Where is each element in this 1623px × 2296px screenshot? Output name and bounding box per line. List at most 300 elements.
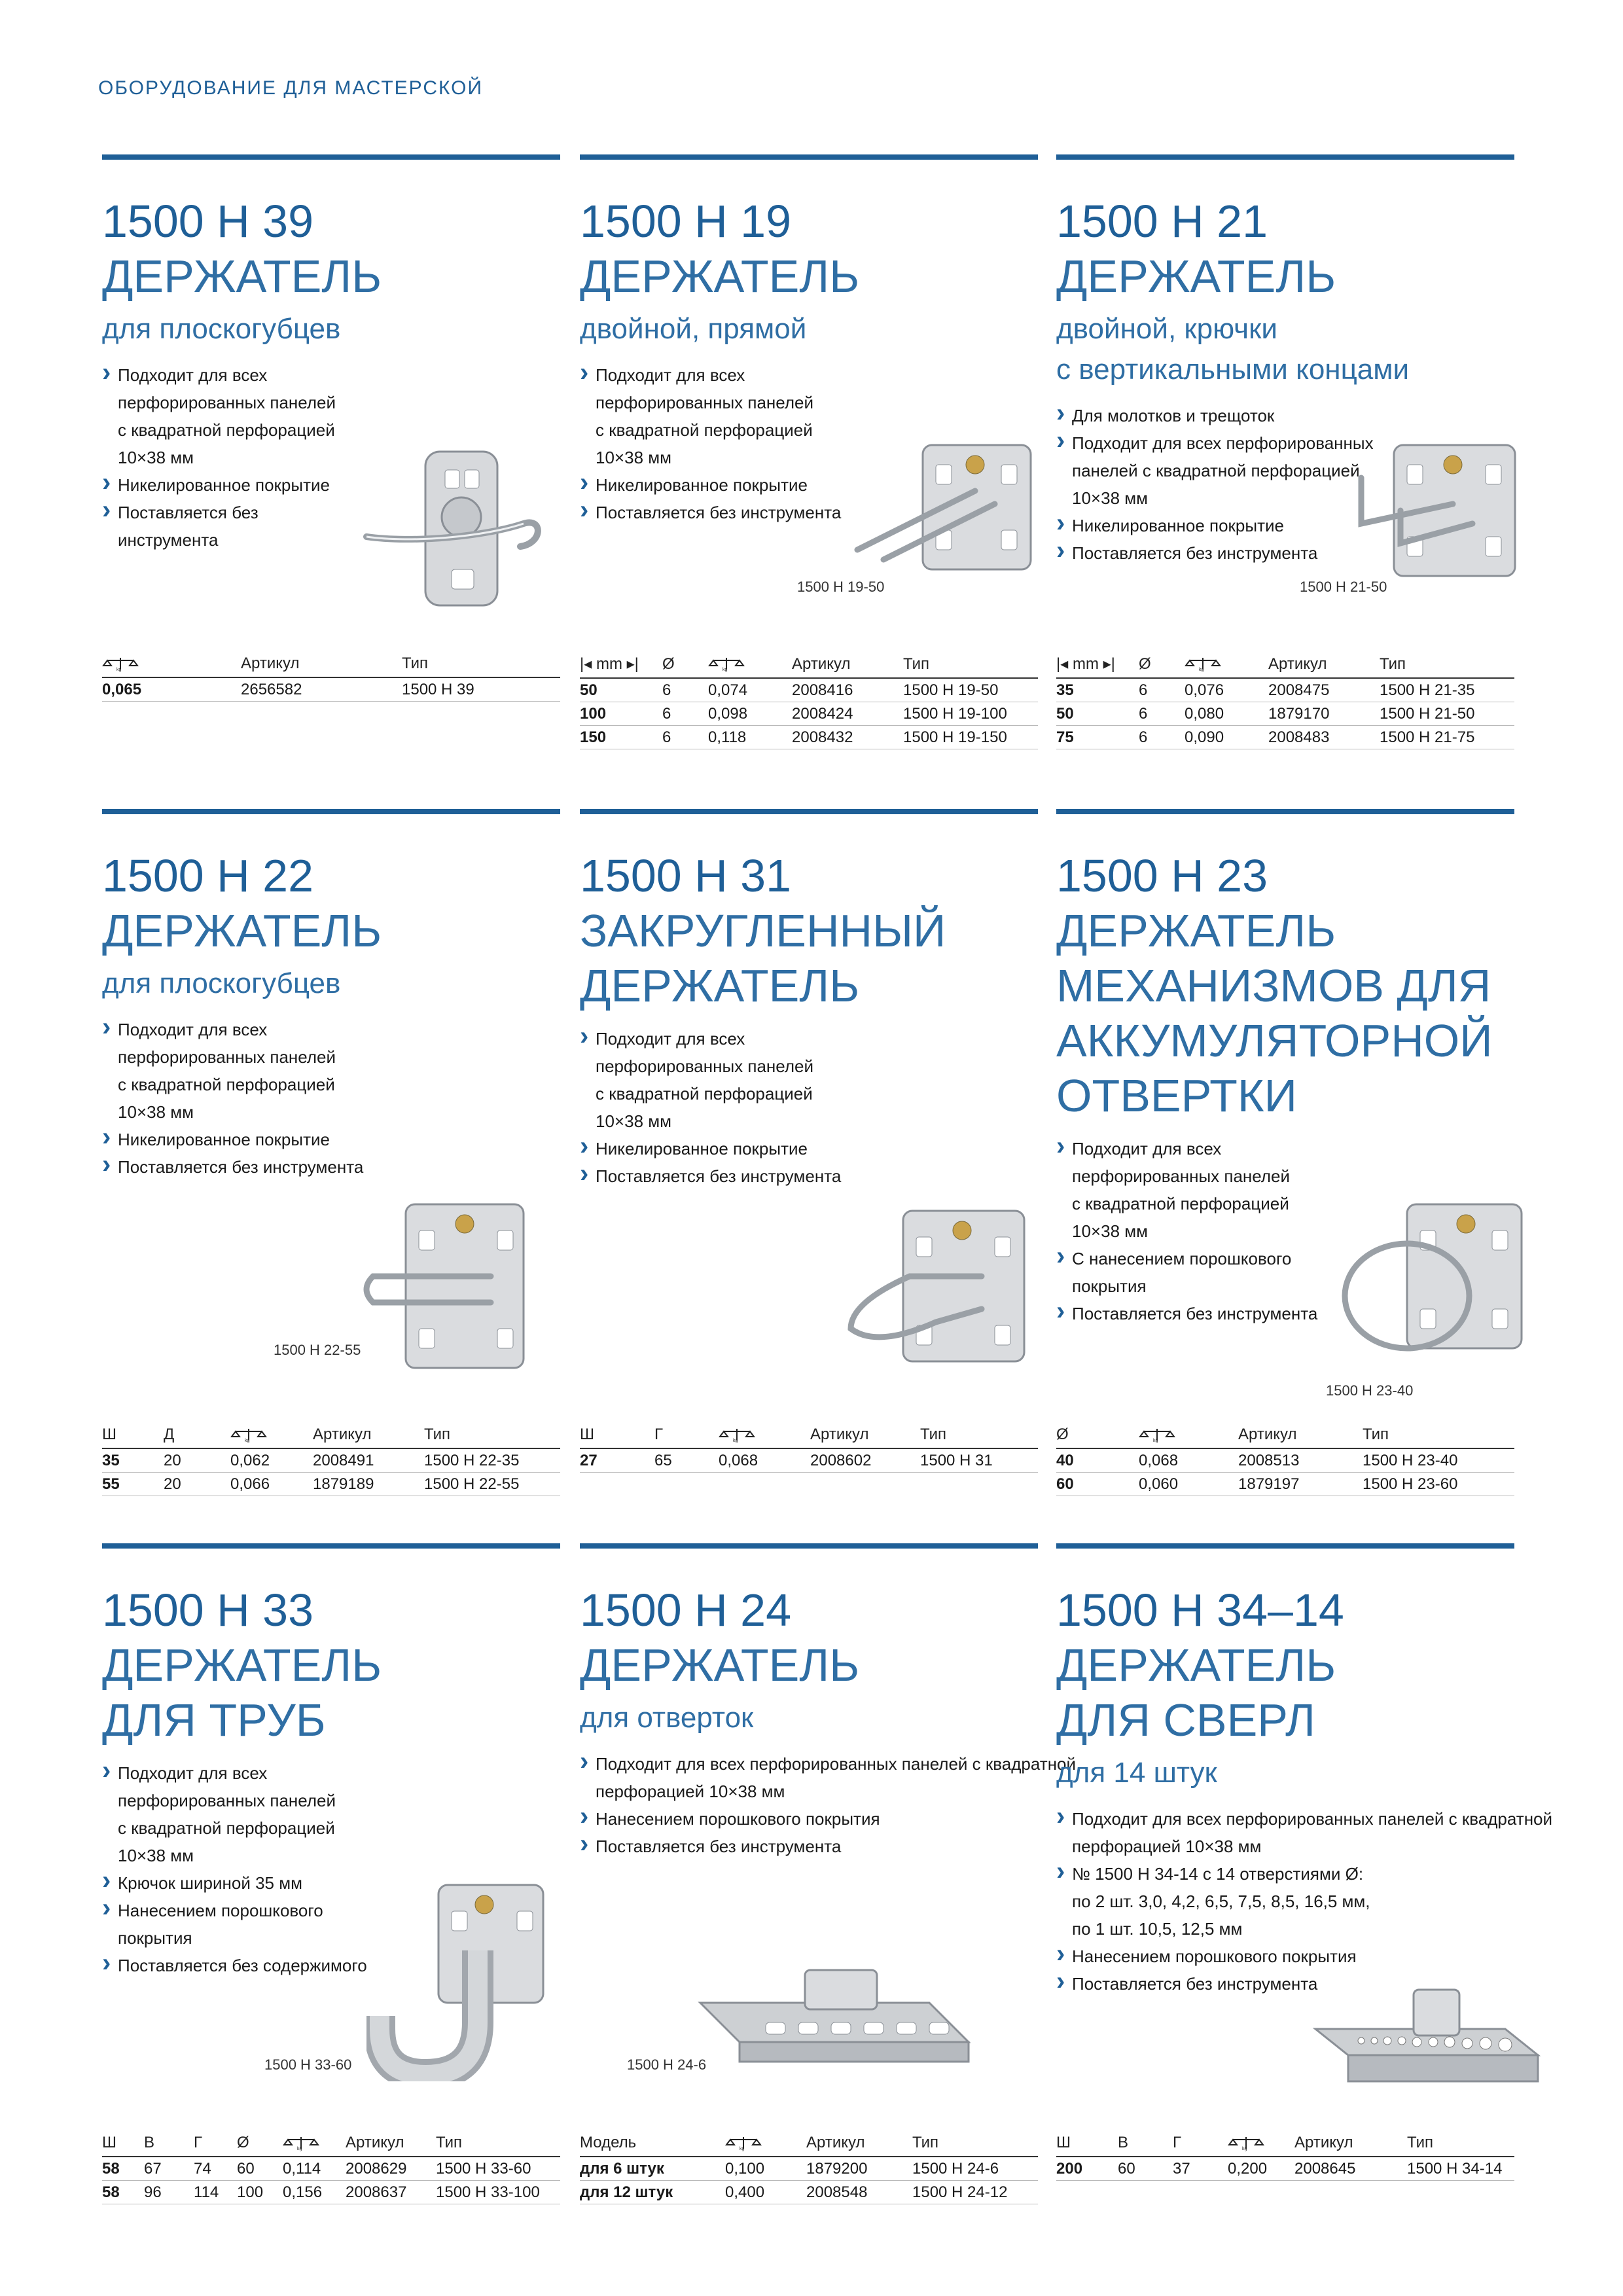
feature-item xyxy=(102,1016,560,1126)
column-header: Тип xyxy=(424,1423,560,1448)
column-header: Ø xyxy=(662,652,708,678)
feature-item xyxy=(102,1126,560,1153)
product-code: 1500 H 23 xyxy=(1056,850,1268,901)
product-title: ДЛЯ СВЕРЛ xyxy=(1056,1695,1315,1746)
feature-list xyxy=(1056,1805,1553,1998)
column-header xyxy=(580,652,662,678)
feature-text: › Для молотков и трещоток xyxy=(1072,406,1275,425)
feature-item xyxy=(580,1805,1038,1833)
table-cell: 2008483 xyxy=(1268,726,1380,749)
spec-table xyxy=(1056,2131,1514,2181)
product-title: ДЕРЖАТЕЛЬ xyxy=(102,905,382,956)
table-cell: 100 xyxy=(580,702,662,726)
column-header: Ш xyxy=(102,1423,164,1448)
table-cell: для 6 штук xyxy=(580,2157,725,2181)
product-title: АККУМУЛЯТОРНОЙ xyxy=(1056,1015,1493,1066)
table-cell: 27 xyxy=(580,1448,654,1473)
feature-list xyxy=(580,1025,1038,1190)
column-header: Артикул xyxy=(810,1423,920,1448)
column-header: В xyxy=(144,2131,194,2157)
table-cell: 0,066 xyxy=(230,1473,313,1496)
table-header-row xyxy=(102,652,560,677)
pipe-holder-icon xyxy=(366,1878,556,2081)
table-cell: 1500 H 24-6 xyxy=(912,2157,1038,2181)
table-row xyxy=(580,726,1038,749)
table-cell: 200 xyxy=(1056,2157,1118,2181)
spec-table xyxy=(102,652,560,702)
spec-table xyxy=(580,1423,1038,1473)
table-row xyxy=(102,1473,560,1496)
svg-text:kg: kg xyxy=(1153,1438,1158,1443)
column-header: Г xyxy=(1173,2131,1228,2157)
column-header: Тип xyxy=(920,1423,1038,1448)
feature-text: перфорированных панелей xyxy=(118,1791,336,1810)
feature-text: 10×38 мм xyxy=(118,1102,194,1122)
feature-text: › Никелированное покрытие xyxy=(596,475,808,495)
feature-text: перфорированных панелей xyxy=(118,1047,336,1067)
table-cell: 0,065 xyxy=(102,677,241,702)
column-header: Артикул xyxy=(792,652,903,678)
table-row xyxy=(102,677,560,702)
table-row xyxy=(1056,726,1514,749)
image-caption: 1500 H 33-60 xyxy=(264,2056,352,2073)
feature-item xyxy=(1056,402,1514,429)
column-header: Артикул xyxy=(313,1423,424,1448)
table-row xyxy=(580,1448,1038,1473)
loop-holder-icon xyxy=(353,1198,550,1381)
table-cell: 0,060 xyxy=(1139,1473,1238,1496)
scale-icon xyxy=(102,656,139,672)
table-cell: 20 xyxy=(164,1448,230,1473)
table-cell: 0,118 xyxy=(708,726,792,749)
column-header: Артикул xyxy=(806,2131,912,2157)
spec-table xyxy=(1056,652,1514,749)
column-header: Ш xyxy=(580,1423,654,1448)
table-header-row xyxy=(580,2131,1038,2157)
table-cell: 1500 H 34-14 xyxy=(1407,2157,1514,2181)
column-header: Тип xyxy=(436,2131,560,2157)
feature-text: 10×38 мм xyxy=(118,448,194,467)
column-header: Тип xyxy=(903,652,1038,678)
feature-text: покрытия xyxy=(118,1928,192,1948)
arrow-right-icon: ▸| xyxy=(622,655,639,673)
spec-table xyxy=(580,652,1038,749)
column-header: Тип xyxy=(1363,1423,1514,1448)
svg-text:kg: kg xyxy=(740,2146,745,2151)
column-header: Артикул xyxy=(1268,652,1380,678)
spec-table xyxy=(102,1423,560,1496)
column-header xyxy=(1139,1423,1238,1448)
feature-text: › Подходит для всех xyxy=(596,1029,745,1049)
table-cell: 100 xyxy=(237,2181,283,2204)
feature-text: › Подходит для всех xyxy=(118,1763,268,1783)
table-cell: 2656582 xyxy=(241,677,402,702)
feature-text: по 2 шт. 3,0, 4,2, 6,5, 7,5, 8,5, 16,5 мм, xyxy=(1072,1892,1370,1911)
feature-text: › Поставляется без инструмента xyxy=(596,503,842,522)
section-rule xyxy=(102,809,560,814)
feature-item xyxy=(580,1025,1038,1135)
feature-text: с квадратной перфорацией xyxy=(596,1084,813,1103)
column-header xyxy=(102,652,241,677)
table-header-row xyxy=(1056,652,1514,678)
table-row xyxy=(580,2181,1038,2204)
product-code: 1500 H 39 xyxy=(102,196,314,247)
table-cell: 6 xyxy=(1139,726,1185,749)
pliers-holder-icon xyxy=(353,445,550,615)
drill-bit-rack-icon xyxy=(1309,1983,1544,2108)
product-title: ДЛЯ ТРУБ xyxy=(102,1695,326,1746)
column-header: Ø xyxy=(237,2131,283,2157)
table-cell: 0,114 xyxy=(283,2157,346,2181)
product-subtitle: с вертикальными концами xyxy=(1056,353,1410,386)
table-cell: 0,068 xyxy=(1139,1448,1238,1473)
feature-text: перфорированных панелей xyxy=(118,393,336,412)
column-header: Ø xyxy=(1139,652,1185,678)
table-cell: 1500 H 39 xyxy=(402,677,560,702)
product-block xyxy=(580,809,1038,1190)
table-cell: 0,080 xyxy=(1185,702,1268,726)
table-row xyxy=(102,1448,560,1473)
feature-text: › Нанесением порошкового покрытия xyxy=(596,1809,880,1829)
feature-item xyxy=(580,1833,1038,1860)
table-row xyxy=(102,2157,560,2181)
feature-item xyxy=(1056,1860,1514,1943)
table-cell: 60 xyxy=(1056,1473,1139,1496)
table-header-row xyxy=(1056,1423,1514,1448)
double-straight-hook-icon xyxy=(844,439,1041,583)
feature-text: › Поставляется без xyxy=(118,503,259,522)
scale-icon xyxy=(719,1427,755,1443)
feature-text: › Подходит для всех перфорированных xyxy=(1072,433,1374,453)
svg-text:kg: kg xyxy=(1199,668,1204,673)
arrow-left-icon: |◂ xyxy=(1056,655,1073,673)
product-code: 1500 H 22 xyxy=(102,850,314,901)
feature-text: › Никелированное покрытие xyxy=(118,475,330,495)
feature-text: перфорацией 10×38 мм xyxy=(596,1782,785,1801)
table-cell: 0,076 xyxy=(1185,678,1268,702)
product-subtitle: для плоскогубцев xyxy=(102,313,341,345)
table-cell: 114 xyxy=(194,2181,237,2204)
product-title: ДЕРЖАТЕЛЬ xyxy=(580,1640,860,1691)
column-header xyxy=(230,1423,313,1448)
table-cell: 35 xyxy=(1056,678,1139,702)
svg-text:kg: kg xyxy=(245,1438,250,1443)
column-header: Г xyxy=(654,1423,719,1448)
table-cell: 1500 H 21-35 xyxy=(1380,678,1514,702)
table-cell: 2008491 xyxy=(313,1448,424,1473)
table-cell: 1879197 xyxy=(1238,1473,1363,1496)
section-rule xyxy=(580,154,1038,160)
column-header xyxy=(283,2131,346,2157)
feature-text: перфорированных панелей xyxy=(1072,1166,1291,1186)
feature-text: › Никелированное покрытие xyxy=(596,1139,808,1158)
product-subtitle: для отверток xyxy=(580,1702,754,1734)
table-row xyxy=(1056,702,1514,726)
feature-text: 10×38 мм xyxy=(596,1111,671,1131)
product-title: ЗАКРУГЛЕННЫЙ xyxy=(580,905,946,956)
feature-text: с квадратной перфорацией xyxy=(118,420,335,440)
image-caption: 1500 H 22-55 xyxy=(274,1342,361,1358)
image-caption: 1500 H 23-40 xyxy=(1326,1382,1414,1399)
feature-text: перфорированных панелей xyxy=(596,1056,814,1076)
column-header: Д xyxy=(164,1423,230,1448)
scale-icon xyxy=(230,1427,267,1443)
feature-text: с квадратной перфорацией xyxy=(118,1818,335,1838)
table-cell: 1500 H 22-35 xyxy=(424,1448,560,1473)
product-code: 1500 H 24 xyxy=(580,1585,792,1636)
table-cell: 1500 H 19-100 xyxy=(903,702,1038,726)
table-cell: 2008475 xyxy=(1268,678,1380,702)
feature-text: › № 1500 H 34-14 с 14 отверстиями Ø: xyxy=(1072,1864,1364,1884)
column-header xyxy=(719,1423,810,1448)
section-rule xyxy=(102,1543,560,1549)
unit-label: mm xyxy=(596,655,622,673)
table-row xyxy=(580,2157,1038,2181)
feature-text: › Поставляется без содержимого xyxy=(118,1956,367,1975)
table-header-row xyxy=(1056,2131,1514,2157)
table-cell: 2008513 xyxy=(1238,1448,1363,1473)
table-cell: 6 xyxy=(662,702,708,726)
table-cell: 96 xyxy=(144,2181,194,2204)
product-code: 1500 H 34–14 xyxy=(1056,1585,1344,1636)
svg-text:kg: kg xyxy=(722,668,728,673)
feature-text: 10×38 мм xyxy=(118,1846,194,1865)
product-block xyxy=(580,1543,1077,1860)
table-cell: 50 xyxy=(1056,702,1139,726)
column-header: Ш xyxy=(1056,2131,1118,2157)
table-cell: 37 xyxy=(1173,2157,1228,2181)
table-cell: 67 xyxy=(144,2157,194,2181)
table-cell: 0,090 xyxy=(1185,726,1268,749)
feature-text: › Крючок шириной 35 мм xyxy=(118,1873,302,1893)
feature-item xyxy=(580,1135,1038,1162)
table-cell: 6 xyxy=(662,726,708,749)
feature-list xyxy=(580,1750,1077,1860)
table-cell: 0,074 xyxy=(708,678,792,702)
table-cell: 1500 H 24-12 xyxy=(912,2181,1038,2204)
ring-holder-icon xyxy=(1335,1198,1531,1368)
product-code: 1500 H 21 xyxy=(1056,196,1268,247)
section-rule xyxy=(580,809,1038,814)
table-cell: 1500 H 21-50 xyxy=(1380,702,1514,726)
column-header xyxy=(1185,652,1268,678)
table-cell: 2008548 xyxy=(806,2181,912,2204)
column-header: Артикул xyxy=(241,652,402,677)
table-cell: 0,098 xyxy=(708,702,792,726)
table-cell: 55 xyxy=(102,1473,164,1496)
table-cell: 1500 H 19-150 xyxy=(903,726,1038,749)
svg-text:kg: kg xyxy=(116,667,122,672)
table-row xyxy=(1056,678,1514,702)
table-cell: 1500 H 19-50 xyxy=(903,678,1038,702)
spec-table xyxy=(102,2131,560,2204)
product-subtitle: двойной, крючки xyxy=(1056,313,1277,345)
feature-text: 10×38 мм xyxy=(596,448,671,467)
table-cell: 60 xyxy=(1118,2157,1173,2181)
table-cell: 35 xyxy=(102,1448,164,1473)
scale-icon xyxy=(1139,1427,1175,1443)
table-cell: 6 xyxy=(1139,702,1185,726)
feature-text: › Подходит для всех xyxy=(118,365,268,385)
product-title: ДЕРЖАТЕЛЬ xyxy=(580,251,860,302)
image-caption: 1500 H 21-50 xyxy=(1300,579,1387,595)
table-cell: 58 xyxy=(102,2181,144,2204)
table-cell: 0,156 xyxy=(283,2181,346,2204)
section-rule xyxy=(1056,1543,1514,1549)
table-cell: для 12 штук xyxy=(580,2181,725,2204)
scale-icon xyxy=(725,2136,762,2151)
product-title: ДЕРЖАТЕЛЬ xyxy=(102,251,382,302)
column-header: Модель xyxy=(580,2131,725,2157)
table-cell: 40 xyxy=(1056,1448,1139,1473)
feature-text: › С нанесением порошкового xyxy=(1072,1249,1292,1268)
column-header: Артикул xyxy=(346,2131,436,2157)
column-header: В xyxy=(1118,2131,1173,2157)
table-cell: 58 xyxy=(102,2157,144,2181)
section-rule xyxy=(102,154,560,160)
column-header: Тип xyxy=(1407,2131,1514,2157)
feature-text: › Поставляется без инструмента xyxy=(596,1166,842,1186)
feature-text: › Поставляется без инструмента xyxy=(596,1837,842,1856)
table-row xyxy=(1056,2157,1514,2181)
feature-text: › Подходит для всех xyxy=(596,365,745,385)
unit-label: mm xyxy=(1072,655,1099,673)
feature-item xyxy=(1056,1805,1553,1860)
table-cell: 1879189 xyxy=(313,1473,424,1496)
table-row xyxy=(1056,1473,1514,1496)
feature-text: › Поставляется без инструмента xyxy=(1072,543,1318,563)
table-cell: 1500 H 23-40 xyxy=(1363,1448,1514,1473)
table-cell: 0,100 xyxy=(725,2157,806,2181)
column-header: Тип xyxy=(912,2131,1038,2157)
product-title: ДЕРЖАТЕЛЬ xyxy=(1056,1640,1336,1691)
feature-item xyxy=(1056,1943,1514,1970)
product-title: ДЕРЖАТЕЛЬ xyxy=(102,1640,382,1691)
feature-text: с квадратной перфорацией xyxy=(118,1075,335,1094)
table-cell: 75 xyxy=(1056,726,1139,749)
table-cell: 150 xyxy=(580,726,662,749)
length-mm-icon xyxy=(580,655,639,673)
arrow-left-icon: |◂ xyxy=(580,655,596,673)
arrow-right-icon: ▸| xyxy=(1098,655,1115,673)
length-mm-icon xyxy=(1056,655,1115,673)
table-cell: 0,068 xyxy=(719,1448,810,1473)
feature-text: 10×38 мм xyxy=(1072,488,1148,508)
table-header-row xyxy=(580,1423,1038,1448)
scale-icon xyxy=(1185,656,1221,672)
feature-text: панелей с квадратной перфорацией xyxy=(1072,461,1360,480)
image-caption: 1500 H 19-50 xyxy=(797,579,885,595)
feature-text: с квадратной перфорацией xyxy=(596,420,813,440)
table-header-row xyxy=(102,1423,560,1448)
table-cell: 2008424 xyxy=(792,702,903,726)
table-cell: 6 xyxy=(1139,678,1185,702)
product-code: 1500 H 19 xyxy=(580,196,792,247)
feature-text: › Подходит для всех перфорированных панелей с квадратной xyxy=(596,1754,1077,1774)
table-cell: 65 xyxy=(654,1448,719,1473)
product-subtitle: для 14 штук xyxy=(1056,1757,1217,1789)
feature-text: › Поставляется без инструмента xyxy=(118,1157,364,1177)
rounded-holder-icon xyxy=(838,1204,1034,1374)
feature-text: с квадратной перфорацией xyxy=(1072,1194,1289,1213)
feature-text: по 1 шт. 10,5, 12,5 мм xyxy=(1072,1919,1243,1939)
column-header: Ø xyxy=(1056,1423,1139,1448)
table-cell: 1879200 xyxy=(806,2157,912,2181)
feature-item xyxy=(102,1153,560,1181)
table-cell: 2008432 xyxy=(792,726,903,749)
table-header-row xyxy=(102,2131,560,2157)
spec-table xyxy=(1056,1423,1514,1496)
feature-text: › Никелированное покрытие xyxy=(118,1130,330,1149)
product-block xyxy=(102,809,560,1181)
product-title: ОТВЕРТКИ xyxy=(1056,1070,1297,1121)
table-cell: 2008629 xyxy=(346,2157,436,2181)
feature-text: › Нанесением порошкового xyxy=(118,1901,323,1920)
table-cell: 0,400 xyxy=(725,2181,806,2204)
feature-text: перфорированных панелей xyxy=(596,393,814,412)
column-header xyxy=(708,652,792,678)
table-cell: 1500 H 31 xyxy=(920,1448,1038,1473)
section-rule xyxy=(580,1543,1038,1549)
feature-text: › Подходит для всех перфорированных панелей с квадратной xyxy=(1072,1809,1553,1829)
table-header-row xyxy=(580,652,1038,678)
feature-text: › Поставляется без инструмента xyxy=(1072,1974,1318,1994)
column-header: Тип xyxy=(1380,652,1514,678)
product-title: ДЕРЖАТЕЛЬ xyxy=(1056,251,1336,302)
double-bent-hook-icon xyxy=(1329,439,1525,589)
column-header: Тип xyxy=(402,652,560,677)
column-header: Г xyxy=(194,2131,237,2157)
table-row xyxy=(580,702,1038,726)
table-cell: 2008645 xyxy=(1294,2157,1407,2181)
svg-text:kg: kg xyxy=(733,1438,738,1443)
table-cell: 74 xyxy=(194,2157,237,2181)
table-row xyxy=(1056,1448,1514,1473)
table-cell: 1500 H 33-100 xyxy=(436,2181,560,2204)
screwdriver-rack-icon xyxy=(694,1964,975,2088)
product-subtitle: для плоскогубцев xyxy=(102,967,341,999)
table-cell: 60 xyxy=(237,2157,283,2181)
scale-icon xyxy=(1228,2136,1264,2151)
table-cell: 0,062 xyxy=(230,1448,313,1473)
product-subtitle: двойной, прямой xyxy=(580,313,807,345)
spec-table xyxy=(580,2131,1038,2204)
page-header: ОБОРУДОВАНИЕ ДЛЯ МАСТЕРСКОЙ xyxy=(98,77,484,99)
feature-text: инструмента xyxy=(118,530,219,550)
column-header xyxy=(1056,652,1139,678)
scale-icon xyxy=(708,656,745,672)
table-cell: 0,200 xyxy=(1228,2157,1294,2181)
table-cell: 50 xyxy=(580,678,662,702)
table-row xyxy=(580,678,1038,702)
product-title: ДЕРЖАТЕЛЬ xyxy=(580,960,860,1011)
table-cell: 1500 H 33-60 xyxy=(436,2157,560,2181)
image-caption: 1500 H 24-6 xyxy=(627,2056,707,2073)
feature-item xyxy=(102,1759,560,1869)
feature-text: 10×38 мм xyxy=(1072,1221,1148,1241)
table-cell: 20 xyxy=(164,1473,230,1496)
feature-text: › Подходит для всех xyxy=(1072,1139,1222,1158)
feature-text: покрытия xyxy=(1072,1276,1147,1296)
feature-text: › Нанесением порошкового покрытия xyxy=(1072,1946,1357,1966)
column-header xyxy=(1228,2131,1294,2157)
product-code: 1500 H 33 xyxy=(102,1585,314,1636)
column-header: Ш xyxy=(102,2131,144,2157)
table-cell: 2008416 xyxy=(792,678,903,702)
product-title: ДЕРЖАТЕЛЬ xyxy=(1056,905,1336,956)
feature-item xyxy=(580,1750,1077,1805)
feature-list xyxy=(102,1016,560,1181)
